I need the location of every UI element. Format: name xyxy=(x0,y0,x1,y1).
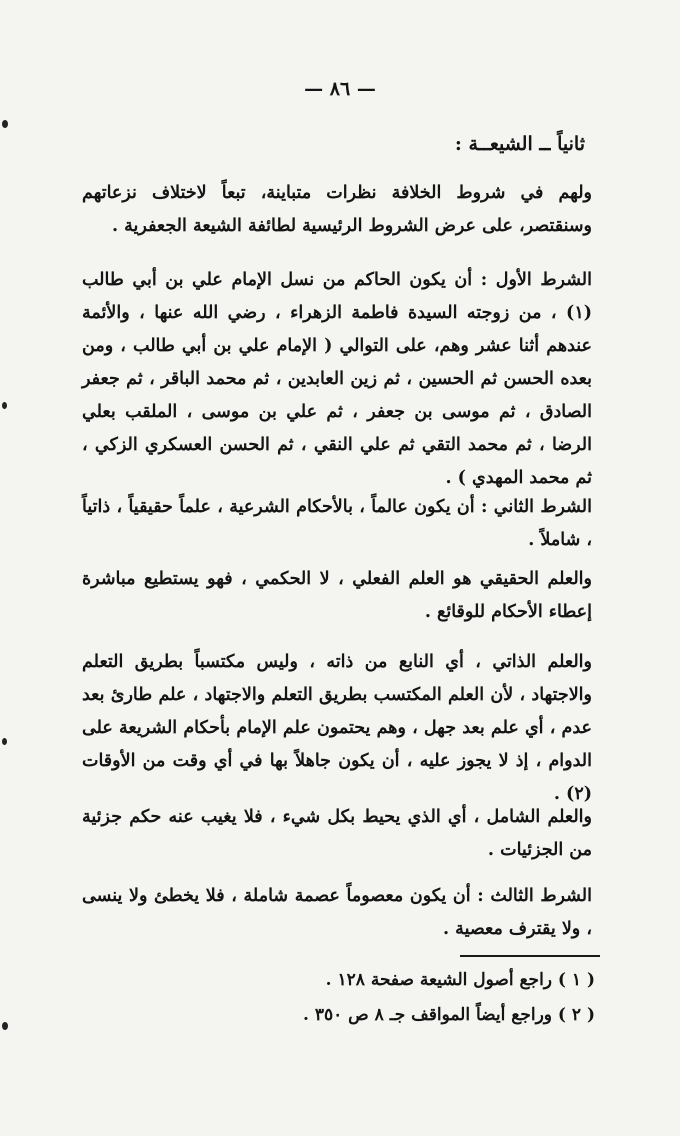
footnote-divider xyxy=(460,955,600,957)
paragraph-third-condition: الشرط الثالث : أن يكون معصوماً عصمة شاملة ، فلا يخطئ ولا ينسى ، ولا يقترف معصية . xyxy=(82,886,592,939)
section-heading: ثانياً ــ الشيعــة : xyxy=(454,133,585,155)
paragraph-intro: ولهم في شروط الخلافة نظرات متباينة، تبعاً لاختلاف نزعاتهم وسنقتصر، على عرض الشروط الرئيسية لطائفة الشيعة الجعفرية . xyxy=(82,183,592,236)
scan-speck xyxy=(2,738,7,745)
paragraph-comprehensive-knowledge: والعلم الشامل ، أي الذي يحيط بكل شيء ، فلا يغيب عنه حكم جزئية من الجزئيات . xyxy=(82,807,592,860)
scan-speck xyxy=(2,402,7,409)
scan-speck xyxy=(2,120,8,128)
paragraph-second-condition: الشرط الثاني : أن يكون عالماً ، بالأحكام الشرعية ، علماً حقيقياً ، ذاتياً ، شاملاً . xyxy=(82,497,592,550)
paragraph-first-condition: الشرط الأول : أن يكون الحاكم من نسل الإمام علي بن أبي طالب (١) ، من زوجته السيدة فاطمة الزهراء ، رضي الله عنها ، والأئمة عندهم أثنا عشر وهم، على التوالي ( الإمام علي بن أبي طالب ، ومن بعده الحسن ثم الحسين ، ثم زين العابدين ، ثم محمد الباقر ، ثم جعفر الصادق ، ثم موسى بن جعفر ، ثم علي بن موسى ، الملقب بعلي الرضا ، ثم محمد التقي ثم علي النقي ، ثم الحسن العسكري الزكي ، ثم محمد المهدي ) . xyxy=(82,270,592,488)
scan-speck xyxy=(2,1022,8,1030)
footnote-2: ( ٢ ) وراجع أيضاً المواقف جـ ٨ ص ٣٥٠ . xyxy=(303,1005,595,1025)
paragraph-innate-knowledge: والعلم الذاتي ، أي النابع من ذاته ، وليس مكتسباً بطريق التعلم والاجتهاد ، لأن العلم المكتسب بطريق التعلم والاجتهاد ، علم طارئ بعد عدم ، أي علم بعد جهل ، وهم يحتمون علم الإمام بأحكام الشريعة على الدوام ، إذ لا يجوز عليه ، أن يكون جاهلاً بها في أي وقت من الأوقات (٢) . xyxy=(82,652,592,804)
paragraph-real-knowledge: والعلم الحقيقي هو العلم الفعلي ، لا الحكمي ، فهو يستطيع مباشرة إعطاء الأحكام للوقائع . xyxy=(82,569,592,622)
page-number: — ٨٦ — xyxy=(304,78,376,100)
footnote-1: ( ١ ) راجع أصول الشيعة صفحة ١٢٨ . xyxy=(325,970,595,990)
